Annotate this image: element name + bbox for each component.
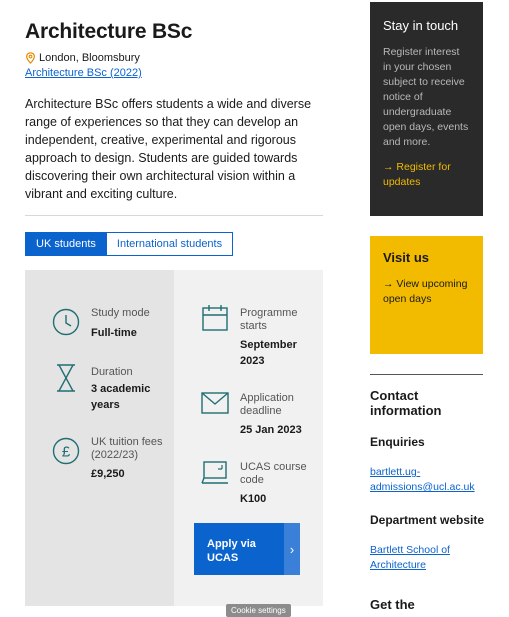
- fact-value: K100: [240, 493, 267, 505]
- fact-label: Programme starts: [240, 307, 298, 332]
- department-website-link[interactable]: Bartlett School of Architecture: [370, 544, 450, 571]
- pound-icon: [51, 436, 81, 466]
- divider: [25, 215, 323, 216]
- view-open-days-link[interactable]: → View upcoming open days: [383, 278, 468, 305]
- intro-text: Architecture BSc offers students a wide and diverse range of experiences so that they can develop an independent, creative, experimental and rigorous approach to design. Students are guided towards discovering their own architectural vision within a vibrant and exciting culture.: [25, 97, 312, 201]
- calendar-icon: [202, 304, 228, 332]
- location-pin-icon: [25, 52, 36, 64]
- stay-in-touch-text: Register interest in your chosen subject to receive notice of undergraduate open days, events and more.: [383, 46, 469, 148]
- visit-us-panel: [370, 236, 483, 354]
- clock-icon: [51, 307, 81, 337]
- location-text: London, Bloomsbury: [39, 52, 140, 64]
- stay-in-touch-heading: Stay in touch: [383, 18, 459, 33]
- register-for-updates-link[interactable]: → Register for updates: [383, 161, 451, 188]
- enquiries-heading: Enquiries: [370, 435, 425, 449]
- programme-link[interactable]: Architecture BSc (2022): [25, 67, 142, 79]
- apply-button-label: Apply via UCAS: [207, 538, 256, 564]
- key-facts-left: [25, 270, 174, 606]
- fact-value: 3 academic years: [91, 383, 151, 411]
- fact-label: UCAS course code: [240, 461, 307, 486]
- fact-label: UK tuition fees (2022/23): [91, 436, 163, 461]
- divider: [370, 374, 483, 375]
- fact-value: £9,250: [91, 468, 125, 480]
- apply-via-ucas-button[interactable]: [194, 523, 300, 575]
- location-row: [25, 52, 140, 64]
- svg-text:£: £: [61, 443, 71, 461]
- enquiries-email-link[interactable]: bartlett.ug-admissions@ucl.ac.uk: [370, 466, 475, 493]
- page-title: Architecture BSc: [25, 20, 193, 43]
- chevron-right-icon: ›: [284, 523, 300, 575]
- fact-label: Duration: [91, 366, 133, 378]
- tab-uk-students[interactable]: UK students: [25, 232, 107, 256]
- get-the-heading: Get the: [370, 597, 415, 612]
- fact-value: 25 Jan 2023: [240, 424, 302, 436]
- fact-value: September 2023: [240, 339, 297, 367]
- key-facts-panel: [25, 270, 323, 606]
- contact-information-heading: Contact information: [370, 388, 442, 418]
- envelope-icon: [201, 392, 229, 414]
- fact-value: Full-time: [91, 327, 137, 339]
- visit-us-heading: Visit us: [383, 250, 430, 265]
- cookie-settings-button[interactable]: Cookie settings: [226, 604, 291, 617]
- fact-label: Application deadline: [240, 392, 294, 417]
- department-website-heading: Department website: [370, 513, 485, 527]
- stay-in-touch-panel: [370, 2, 483, 216]
- laptop-icon: [201, 461, 229, 487]
- fact-label: Study mode: [91, 307, 150, 319]
- tab-international-students[interactable]: International students: [107, 232, 233, 256]
- student-type-tabs: [25, 232, 233, 256]
- hourglass-icon: [54, 363, 78, 393]
- key-facts-right: [174, 270, 323, 606]
